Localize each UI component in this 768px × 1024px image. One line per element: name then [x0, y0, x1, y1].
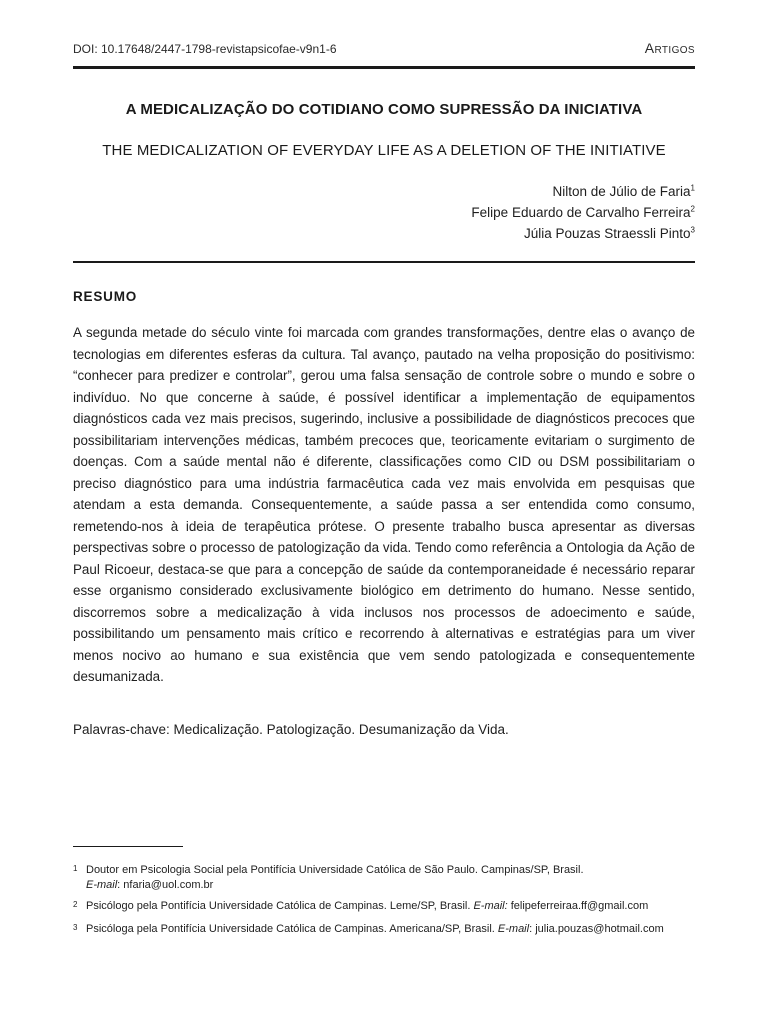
- author-3: Júlia Pouzas Straessli Pinto$^3$: [523, 225, 695, 241]
- doi-text: DOI: 10.17648/2447-1798-revistapsicofae-v9n1-6: [73, 42, 337, 56]
- section-label: Artigos: [644, 40, 695, 56]
- header-rule: [73, 66, 695, 69]
- keywords: Palavras-chave: Medicalização. Patologização. Desumanização da Vida.: [73, 722, 509, 737]
- author-list: [471, 181, 695, 244]
- article-page: DOI: 10.17648/2447-1798-revistapsicofae-v9n1-6 Artigos A MEDICALIZAÇÃO DO COTIDIANO COMO SUPRESSÃO DA INICIATIVA THE MEDICALIZATION OF EVERYDAY LIFE AS A DELETION OF THE INITIATIVE Nilton de Júlio de Faria$^1$ Felipe Eduardo de Carvalho Ferreira$^2$ Júlia Pouzas Straessli Pinto$^3$ RESUMO A segunda metade do século vinte foi marcada com grandes transformações, dentre elas o avanço de tecnologias em diferentes esferas da cultura. Tal avanço, pautado na velha proposição do positivismo: “conhecer para predizer e controlar”, gerou uma falsa sensação de controle sobre o mundo e sobre o indivíduo. No que concerne à saúde, é possível identificar a implementação de equipamentos diagnósticos cada vez mais precisos, sugerindo, inclusive a possibilidade de diagnósticos precoces que possibilitariam intervenções médicas, também precoces que, teoricamente evitariam o surgimento de doenças. Com a saúde mental não é diferente, classificações como CID ou DSM possibilitariam o preciso diagnóstico para uma indústria farmacêutica cada vez mais envolvida em pesquisas que atendam a esta demanda. Consequentemente, a saúde passa a ser entendida como consumo, remetendo-nos à ideia de terapêutica prótese. O presente trabalho busca apresentar as diversas perspectivas sobre o processo de patologização da vida. Tendo como referência a Ontologia da Ação de Paul Ricoeur, destaca-se que para a concepção de saúde da contemporaneidade é necessário reparar esse organismo considerado exclusivamente biológico em detrimento do humano. Nesse sentido, discorremos sobre a medicalização à vida inclusos nos processos de adoecimento e saúde, possibilitando um pensamento mais crítico e recorrendo à alternativas e estratégias para um viver menos nocivo ao humano e sua existência que vem sendo patologizada e consequentemente desumanizada. Palavras-chave: Medicalização. Patologização. Desumanização da Vida. 1 Doutor em Psicologia Social pela Pontifícia Universidade Católica de São Paulo. Campinas/SP, Brasil. E-mail: nfaria@uol.com.br 2 Psicólogo pela Pontifícia Universidade Católica de Campinas. Leme/SP, Brasil. E-mail: felipeferreiraa.ff@gmail.com 3 Psicóloga pela Pontifícia Universidade Católica de Campinas. Americana/SP, Brasil. E-mail: julia.pouzas@hotmail.com: [73, 40, 695, 935]
- footnote-rule: [73, 846, 183, 847]
- running-header: [73, 40, 695, 60]
- abstract-body: A segunda metade do século vinte foi marcada com grandes transformações, dentre elas o avanço de tecnologias em diferentes esferas da cultura. Tal avanço, pautado na velha proposição do positivismo: “conhecer para predizer e controlar”, gerou uma falsa sensação de controle sobre o mundo e sobre o indivíduo. No que concerne à saúde, é possível identificar a implementação de equipamentos diagnósticos cada vez mais precisos, sugerindo, inclusive a possibilidade de diagnósticos precoces que possibilitariam intervenções médicas, também precoces que, teoricamente evitariam o surgimento de doenças. Com a saúde mental não é diferente, classificações como CID ou DSM possibilitariam o preciso diagnóstico para uma indústria farmacêutica cada vez mais envolvida em pesquisas que atendam a esta demanda. Consequentemente, a saúde passa a ser entendida como consumo, remetendo-nos à ideia de terapêutica prótese. O presente trabalho busca apresentar as diversas perspectivas sobre o processo de patologização da vida. Tendo como referência a Ontologia da Ação de Paul Ricoeur, destaca-se que para a concepção de saúde da contemporaneidade é necessário reparar esse organismo considerado exclusivamente biológico em detrimento do humano. Nesse sentido, discorremos sobre a medicalização à vida inclusos nos processos de adoecimento e saúde, possibilitando um pensamento mais crítico e recorrendo à alternativas e estratégias para um viver menos nocivo ao humano e sua existência que vem sendo patologizada e consequentemente desumanizada.: [73, 325, 695, 684]
- author-1: Nilton de Júlio de Faria$^1$: [552, 183, 695, 199]
- section-rule: [73, 261, 695, 263]
- title-portuguese: A MEDICALIZAÇÃO DO COTIDIANO COMO SUPRESSÃO DA INICIATIVA: [125, 101, 643, 118]
- author-2: Felipe Eduardo de Carvalho Ferreira$^2$: [471, 204, 695, 220]
- title-english: THE MEDICALIZATION OF EVERYDAY LIFE AS A DELETION OF THE INITIATIVE: [102, 142, 666, 159]
- abstract-heading: RESUMO: [73, 289, 138, 304]
